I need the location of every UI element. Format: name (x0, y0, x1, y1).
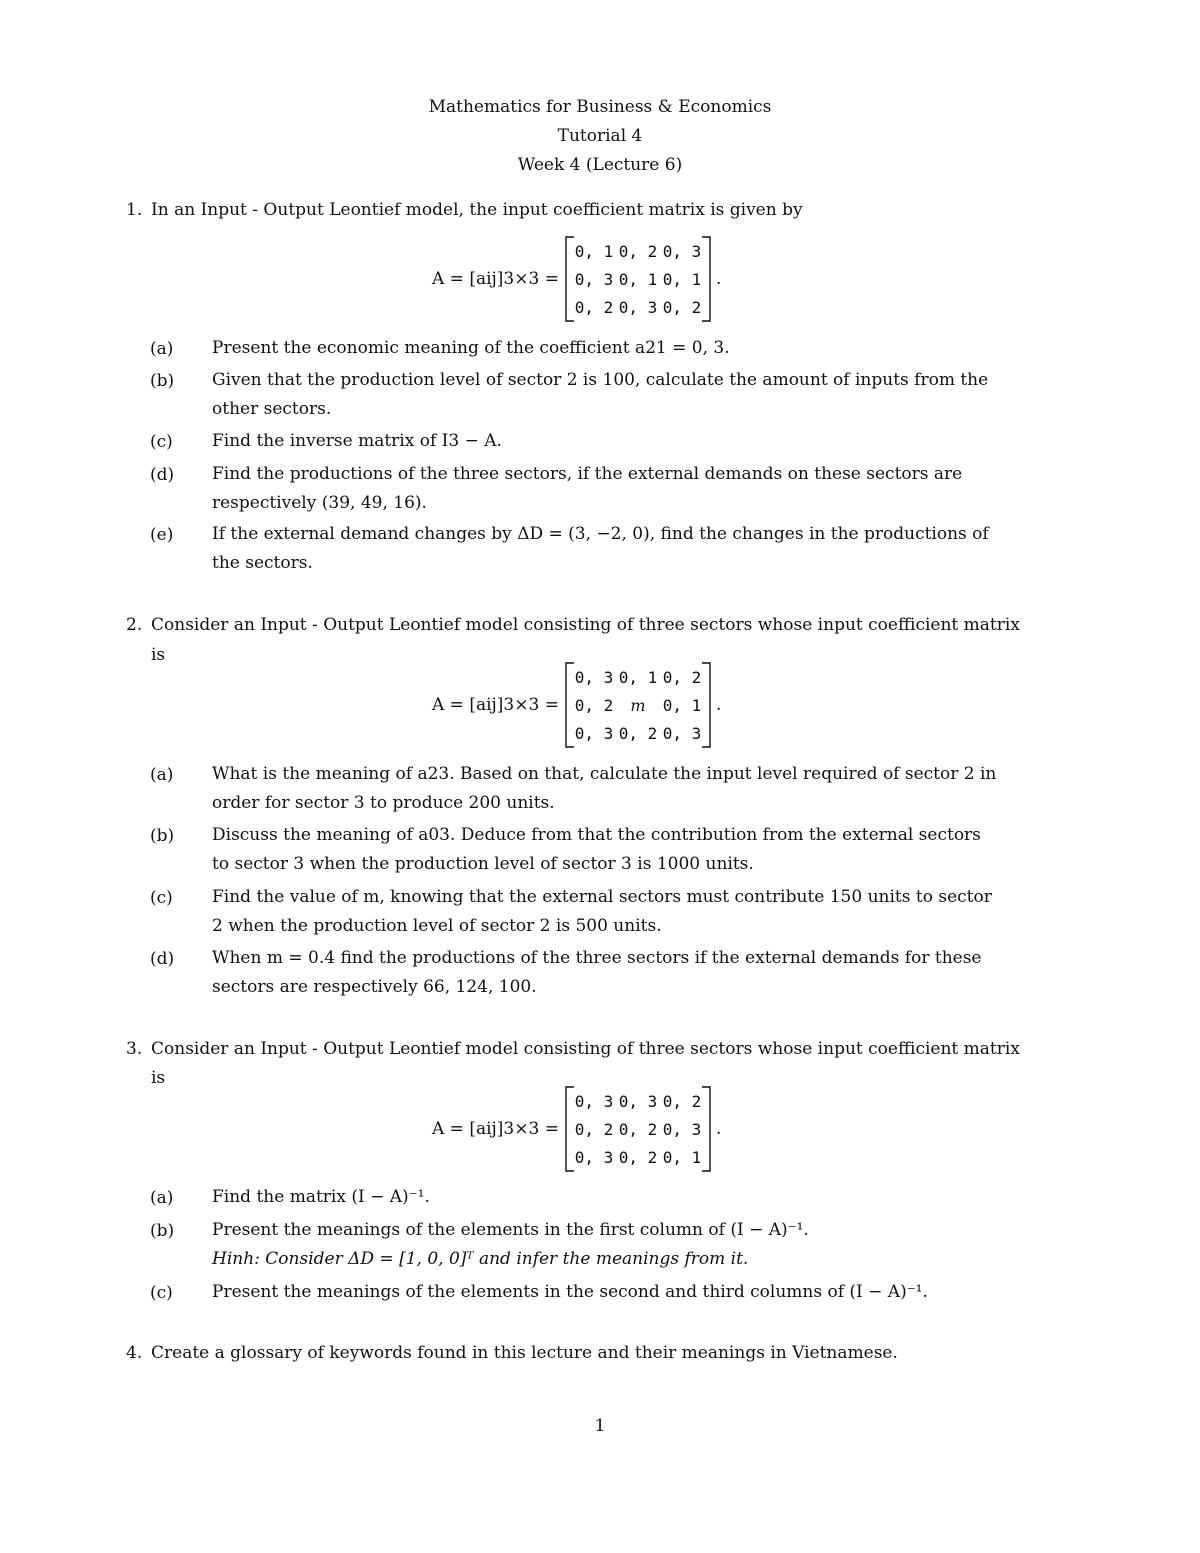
part-text: Present the economic meaning of the coefficient a21 = 0, 3. (212, 338, 730, 358)
part-label: (c) (150, 888, 173, 908)
part-text: Find the productions of the three sectors, if the external demands on these sectors are respectively (39, 49, 16). (212, 464, 963, 513)
matrix-period: . (716, 269, 722, 289)
part-label: (e) (150, 525, 174, 545)
week-label: Week 4 (Lecture 6) (517, 155, 683, 175)
matrix-cell: 0, 3 (574, 724, 614, 743)
matrix-label: A = [aij]3×3 = (432, 269, 559, 289)
part-text: Discuss the meaning of a03. Deduce from that the contribution from the external sectors to sector 3 when the production level of sector 3 is 1000 units. (212, 825, 981, 874)
part-label: (b) (150, 826, 175, 846)
problem-intro: Consider an Input - Output Leontief model consisting of three sectors whose input coefficient matrix (151, 615, 1020, 635)
matrix-cell: 0, 3 (574, 668, 614, 687)
problem-intro: Create a glossary of keywords found in this lecture and their meanings in Vietnamese. (151, 1343, 898, 1363)
page-number: 1 (594, 1416, 606, 1436)
matrix-cell: 0, 3 (662, 242, 702, 261)
part-text: What is the meaning of a23. Based on that, calculate the input level required of sector 2 in order for sector 3 to produce 200 units. (212, 764, 997, 813)
problem-intro-cont: is (151, 1068, 166, 1088)
matrix-cell: 0, 1 (662, 270, 702, 289)
part-text: Find the inverse matrix of I3 − A. (212, 431, 502, 451)
part-text: If the external demand changes by ΔD = (3, −2, 0), find the changes in the productions of the sectors. (212, 524, 989, 573)
matrix-cell-m: m (630, 696, 646, 715)
part-label: (a) (150, 765, 174, 785)
matrix-cell: 0, 3 (618, 298, 658, 317)
problem-intro: Consider an Input - Output Leontief model consisting of three sectors whose input coefficient matrix (151, 1039, 1020, 1059)
matrix-cell: 0, 2 (618, 1148, 658, 1167)
problem-number: 2. (126, 615, 143, 635)
hint-text: Hinh: Consider ΔD = [1, 0, 0]ᵀ and infer the meanings from it. (212, 1249, 749, 1269)
matrix-cell: 0, 3 (574, 1092, 614, 1111)
coefficient-matrix (0, 1086, 1200, 1176)
matrix-cell: 0, 3 (662, 1120, 702, 1139)
part-text: Present the meanings of the elements in the second and third columns of (I − A)⁻¹. (212, 1282, 928, 1302)
part-label: (a) (150, 1188, 174, 1208)
matrix-cell: 0, 2 (574, 1120, 614, 1139)
matrix-cell: 0, 2 (618, 724, 658, 743)
matrix-label: A = [aij]3×3 = (432, 695, 559, 715)
matrix-cell: 0, 1 (618, 668, 658, 687)
coefficient-matrix (0, 662, 1200, 752)
matrix-cell: 0, 2 (662, 668, 702, 687)
part-label: (c) (150, 1283, 173, 1303)
part-text: Find the matrix (I − A)⁻¹. (212, 1187, 430, 1207)
matrix-cell: 0, 2 (574, 696, 614, 715)
part-label: (b) (150, 371, 175, 391)
document-title: Mathematics for Business & Economics (428, 97, 772, 117)
problem-intro-cont: is (151, 645, 166, 665)
problem-intro: In an Input - Output Leontief model, the input coefficient matrix is given by (151, 200, 803, 220)
matrix-cell: 0, 3 (662, 724, 702, 743)
matrix-cell: 0, 3 (574, 270, 614, 289)
problem-number: 1. (126, 200, 143, 220)
matrix-cell: 0, 2 (662, 1092, 702, 1111)
part-text: Find the value of m, knowing that the external sectors must contribute 150 units to sector 2 when the production level of sector 2 is 500 units. (212, 887, 992, 936)
part-label: (a) (150, 339, 174, 359)
problem-number: 4. (126, 1343, 143, 1363)
matrix-period: . (716, 695, 722, 715)
part-text: When m = 0.4 find the productions of the three sectors if the external demands for these sectors are respectively 66, 124, 100. (212, 948, 982, 997)
part-label: (c) (150, 432, 173, 452)
part-label: (d) (150, 949, 175, 969)
matrix-cell: 0, 3 (618, 1092, 658, 1111)
matrix-period: . (716, 1119, 722, 1139)
coefficient-matrix (0, 236, 1200, 326)
matrix-cell: 0, 1 (662, 1148, 702, 1167)
matrix-cell: 0, 3 (574, 1148, 614, 1167)
matrix-cell: 0, 1 (662, 696, 702, 715)
matrix-cell: 0, 2 (662, 298, 702, 317)
problem-number: 3. (126, 1039, 143, 1059)
part-text: Present the meanings of the elements in the first column of (I − A)⁻¹. (212, 1220, 809, 1240)
part-text: Given that the production level of sector 2 is 100, calculate the amount of inputs from the other sectors. (212, 370, 989, 419)
matrix-cell: 0, 1 (574, 242, 614, 261)
tutorial-label: Tutorial 4 (557, 126, 643, 146)
matrix-cell: 0, 1 (618, 270, 658, 289)
matrix-cell: 0, 2 (618, 1120, 658, 1139)
matrix-cell: 0, 2 (574, 298, 614, 317)
matrix-cell: 0, 2 (618, 242, 658, 261)
part-label: (b) (150, 1221, 175, 1241)
part-label: (d) (150, 465, 175, 485)
matrix-label: A = [aij]3×3 = (432, 1119, 559, 1139)
